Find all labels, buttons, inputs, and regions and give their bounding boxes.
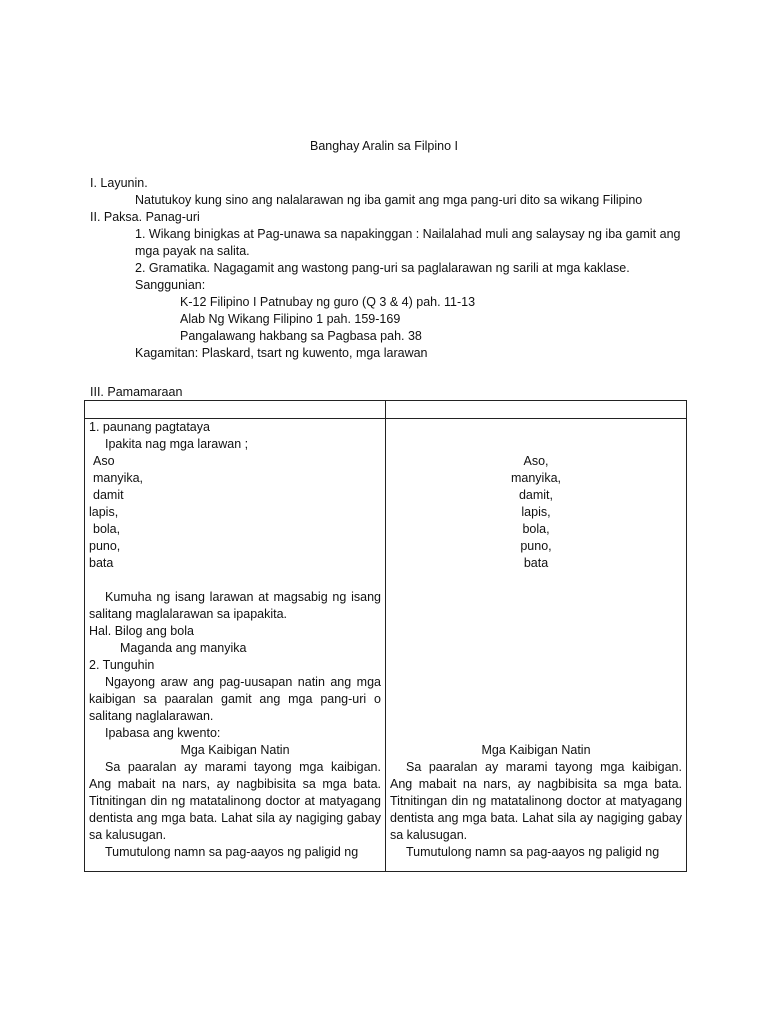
reference-item: Pangalawang hakbang sa Pagbasa pah. 38 <box>180 329 422 343</box>
section-layunin-heading: I. Layunin. <box>90 176 148 190</box>
table-header-cell-left <box>85 401 386 419</box>
table-body-row <box>85 419 687 872</box>
word-item: manyika, <box>510 471 562 485</box>
pamamaraan-table <box>84 400 687 872</box>
paksa-item-2: 2. Gramatika. Nagagamit ang wastong pang-uri sa paglalarawan ng sarili at mga kaklase. <box>135 261 630 275</box>
objective-text: Natutukoy kung sino ang nalalarawan ng iba gamit ang mga pang-uri dito sa wikang Filipino <box>135 193 643 207</box>
ipabasa-text: Ipabasa ang kwento: <box>105 726 221 740</box>
word-item: manyika, <box>93 471 144 485</box>
sanggunian-label: Sanggunian: <box>135 278 206 292</box>
word-item: Aso <box>93 454 115 468</box>
kagamitan-text: Kagamitan: Plaskard, tsart ng kuwento, mga larawan <box>135 346 428 360</box>
word-item: bola, <box>93 522 121 536</box>
spacer <box>390 572 682 742</box>
table-header-cell-right <box>386 401 687 419</box>
example-line-1: Hal. Bilog ang bola <box>89 624 194 638</box>
section-paksa-heading: II. Paksa. Panag-uri <box>90 210 200 224</box>
word-item: lapis, <box>521 505 551 519</box>
story-title: Mga Kaibigan Natin <box>481 743 591 757</box>
word-item: Aso, <box>523 454 549 468</box>
spacer <box>390 436 682 453</box>
word-item: lapis, <box>89 505 119 519</box>
instruction-text: Ipakita nag mga larawan ; <box>105 437 249 451</box>
step-2-label: 2. Tunguhin <box>89 658 155 672</box>
kumuha-paragraph: Kumuha ng isang larawan at magsabig ng isang salitang maglalarawan sa ipapakita. <box>89 590 381 621</box>
word-item: bata <box>89 556 114 570</box>
document-title: Banghay Aralin sa Filpino I <box>309 139 458 153</box>
section-pamamaraan-heading: III. Pamamaraan <box>90 385 183 399</box>
story-title: Mga Kaibigan Natin <box>180 743 290 757</box>
table-header-row <box>85 401 687 419</box>
story-paragraph-2: Tumutulong namn sa pag-aayos ng paligid ng <box>406 845 660 859</box>
word-item: puno, <box>89 539 121 553</box>
word-item: puno, <box>520 539 552 553</box>
reference-item: K-12 Filipino I Patnubay ng guro (Q 3 & 4) pah. 11-13 <box>180 295 476 309</box>
table-cell-left <box>85 419 386 872</box>
word-item: bola, <box>522 522 550 536</box>
story-paragraph-1: Sa paaralan ay marami tayong mga kaibigan. Ang mabait na nars, ay nagbibisita sa mga bata. Titnitingan din ng matatalinong doctor at matyagang dentista ang mga bata. Lahat sila ay nagiging gabay sa kalusugan. <box>89 760 381 842</box>
story-paragraph-1: Sa paaralan ay marami tayong mga kaibigan. Ang mabait na nars, ay nagbibisita sa mga bata. Titnitingan din ng matatalinong doctor at matyagang dentista ang mga bata. Lahat sila ay nagiging gabay sa kalusugan. <box>390 760 682 842</box>
example-line-2: Maganda ang manyika <box>120 641 247 655</box>
ngayong-paragraph: Ngayong araw ang pag-uusapan natin ang mga kaibigan sa paaralan gamit ang mga pang-uri o salitang naglalarawan. <box>89 675 381 723</box>
paksa-item-1: 1. Wikang binigkas at Pag-unawa sa napakinggan : Nailalahad muli ang salaysay ng iba gamit ang mga payak na salita. <box>135 227 681 258</box>
word-item: damit, <box>518 488 554 502</box>
step-1-label: 1. paunang pagtataya <box>89 420 210 434</box>
story-paragraph-2: Tumutulong namn sa pag-aayos ng paligid ng <box>105 845 359 859</box>
word-item: damit <box>93 488 124 502</box>
table-cell-right <box>386 419 687 872</box>
header-sections <box>90 175 690 362</box>
word-item: bata <box>523 556 549 570</box>
spacer <box>89 572 381 589</box>
reference-item: Alab Ng Wikang Filipino 1 pah. 159-169 <box>180 312 401 326</box>
spacer <box>390 419 682 436</box>
